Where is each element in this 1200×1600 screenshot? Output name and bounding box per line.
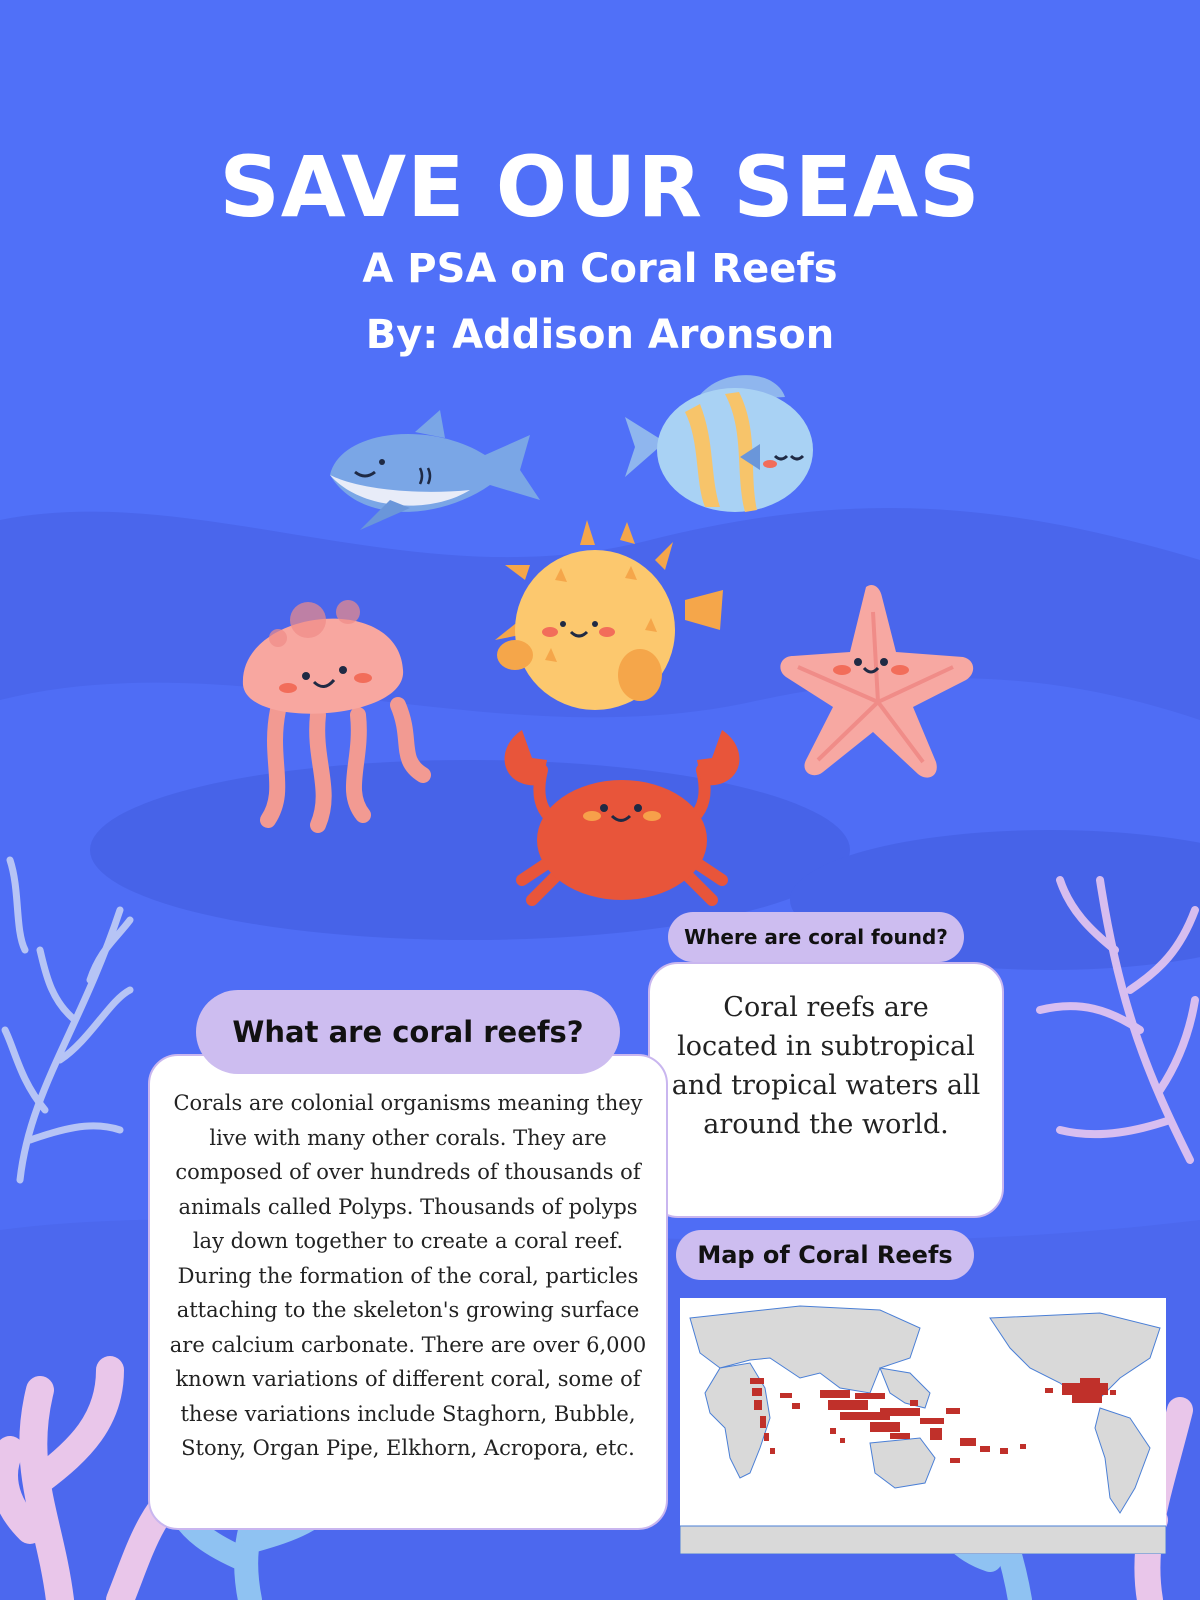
world-map-graphic [680, 1298, 1166, 1554]
where-body-text: Coral reefs are located in subtropical and tropical waters all around the world. [671, 992, 981, 1140]
starfish-illustration [778, 582, 978, 782]
pufferfish-illustration [495, 520, 735, 710]
reef-markers [750, 1378, 1116, 1463]
author-line: By: Addison Aronson [365, 312, 835, 358]
map-landmass-antarctica [680, 1526, 1166, 1554]
map-heading: Map of Coral Reefs [697, 1241, 953, 1269]
where-card [648, 962, 1004, 1218]
what-heading: What are coral reefs? [232, 1015, 584, 1049]
what-card [148, 1054, 668, 1530]
where-heading: Where are coral found? [684, 925, 948, 949]
seaweed-right-illustration [1020, 840, 1200, 1170]
seaweed-left-illustration [0, 830, 150, 1190]
what-body-text: Corals are colonial organisms meaning they live with many other corals. They are composed of over hundreds of thousands of animals called Polyps. Thousands of polyps lay down together to create a coral reef. During the formation of the coral, particles attaching to the skeleton's growing surface are calcium carbonate. There are over 6,000 known variations of different coral, some of these variations include Staghorn, Bubble, Stony, Organ Pipe, Elkhorn, Acropora, etc. [169, 1091, 647, 1460]
page-title: SAVE OUR SEAS [219, 138, 981, 236]
map-heading-pill [676, 1230, 974, 1280]
map-landmass-southeast-asia [880, 1368, 930, 1408]
map-landmass-australia [870, 1438, 935, 1488]
jellyfish-illustration [238, 590, 448, 840]
map-landmass-south-america [1095, 1408, 1150, 1513]
fish-illustration [625, 372, 825, 522]
what-heading-pill [196, 990, 620, 1074]
page-subtitle: A PSA on Coral Reefs [362, 246, 838, 292]
crab-illustration [492, 730, 752, 910]
where-heading-pill [668, 912, 964, 962]
coral-reef-map [680, 1298, 1166, 1554]
shark-illustration [320, 400, 550, 540]
